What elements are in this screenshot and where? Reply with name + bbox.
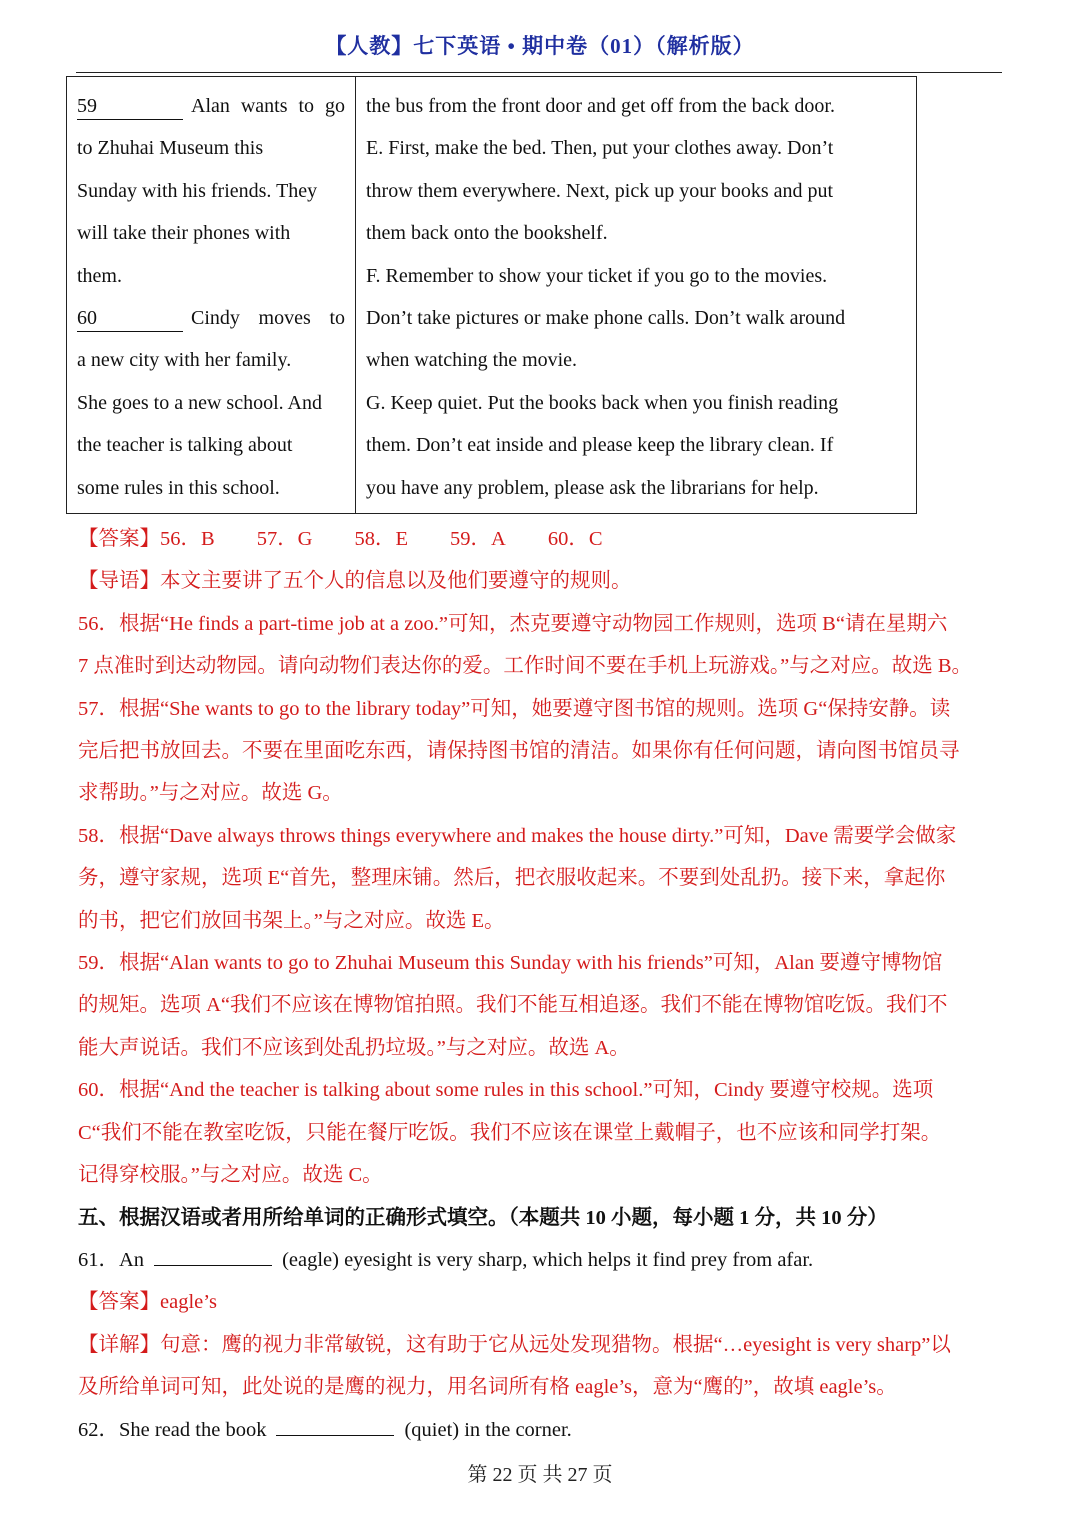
- explanation-line: 能大声说话。我们不应该到处乱扔垃圾。”与之对应。故选 A。: [78, 1036, 630, 1059]
- answer-item: 57．G: [256, 528, 313, 550]
- table-left-line: the teacher is talking about: [77, 434, 293, 457]
- table-right-line: E. First, make the bed. Then, put your clothes away. Don’t: [366, 137, 834, 160]
- answer-section: [78, 518, 1002, 1451]
- matching-table: [66, 76, 917, 514]
- table-left-line: 60 Cindy moves to: [77, 297, 345, 339]
- table-left-line: 59 Alan wants to go: [77, 85, 345, 127]
- table-left-line: some rules in this school.: [77, 476, 280, 499]
- table-left-line: will take their phones with: [77, 222, 291, 245]
- table-right-line: G. Keep quiet. Put the books back when you finish reading: [366, 391, 839, 414]
- table-right-line: the bus from the front door and get off from the back door.: [366, 95, 835, 117]
- explanation-line: 57．根据“She wants to go to the library today”可知，她要遵守图书馆的规则。选项 G“保持安静。读: [78, 697, 951, 720]
- answer-item: 58．E: [354, 528, 409, 550]
- table-right-line: them. Don’t eat inside and please keep the library clean. If: [366, 434, 834, 457]
- table-left-line: Sunday with his friends. They: [77, 179, 318, 202]
- explanation-line: 59．根据“Alan wants to go to Zhuhai Museum this Sunday with his friends”可知，Alan 要遵守博物馆: [78, 952, 943, 975]
- table-right-line: them back onto the bookshelf.: [366, 222, 608, 245]
- answer-item: 59．A: [450, 528, 506, 550]
- explanation-line: 记得穿校服。”与之对应。故选 C。: [78, 1164, 383, 1187]
- answer-item: 56．B: [160, 528, 215, 550]
- answer-item: 60．C: [547, 528, 603, 550]
- table-left-line: to Zhuhai Museum this: [77, 137, 264, 160]
- answer-blank-62: [276, 1435, 394, 1436]
- explanation-line: 7 点准时到达动物园。请向动物们表达你的爱。工作时间不要在手机上玩游戏。”与之对应。故选 B。: [78, 655, 973, 678]
- detail-61-line: 及所给单词可知，此处说的是鹰的视力，用名词所有格 eagle’s，意为“鹰的”，故填 eagle’s。: [78, 1376, 897, 1399]
- table-right-column: [356, 77, 917, 514]
- table-left-line: them.: [77, 264, 122, 287]
- blank-60: 60: [77, 305, 183, 332]
- header-rule: [76, 72, 1002, 73]
- question-62: 62．She read the book (quiet) in the corner.: [78, 1418, 572, 1441]
- blank-59: 59: [77, 93, 183, 120]
- explanation-line: 60．根据“And the teacher is talking about some rules in this school.”可知，Cindy 要遵守校规。选项: [78, 1079, 934, 1102]
- explanation-line: 求帮助。”与之对应。故选 G。: [78, 782, 343, 805]
- explanation-line: 务，遵守家规，选项 E“首先，整理床铺。然后，把衣服收起来。不要到处乱扔。接下来，拿起你: [78, 867, 946, 890]
- answer-label: 【答案】: [78, 528, 160, 550]
- section-five-title: 五、根据汉语或者用所给单词的正确形式填空。（本题共 10 小题，每小题 1 分，共 10 分）: [78, 1206, 888, 1229]
- explanation-line: 完后把书放回去。不要在里面吃东西，请保持图书馆的清洁。如果你有任何问题，请向图书馆员寻: [78, 740, 960, 763]
- explanation-line: C“我们不能在教室吃饭，只能在餐厅吃饭。我们不应该在课堂上戴帽子，也不应该和同学打架。: [78, 1121, 942, 1144]
- table-right-line: throw them everywhere. Next, pick up your books and put: [366, 179, 834, 202]
- guide-line: 【导语】本文主要讲了五个人的信息以及他们要遵守的规则。: [78, 570, 632, 593]
- explanation-line: 58．根据“Dave always throws things everywhere and makes the house dirty.”可知，Dave 需要学会做家: [78, 824, 957, 847]
- page-header: 【人教】七下英语 • 期中卷（01）（解析版）: [325, 34, 755, 58]
- table-left-line: a new city with her family.: [77, 349, 292, 372]
- page-footer: 第 22 页 共 27 页: [467, 1464, 613, 1486]
- explanation-line: 的书，把它们放回书架上。”与之对应。故选 E。: [78, 909, 505, 932]
- question-61: 61．An (eagle) eyesight is very sharp, which helps it find prey from afar.: [78, 1248, 814, 1271]
- table-left-line: She goes to a new school. And: [77, 391, 322, 414]
- explanation-line: 的规矩。选项 A“我们不应该在博物馆拍照。我们不能互相追逐。我们不能在博物馆吃饭。我们不: [78, 994, 948, 1017]
- table-right-line: when watching the movie.: [366, 349, 578, 372]
- answer-line: [78, 518, 1002, 560]
- table-right-line: F. Remember to show your ticket if you go to the movies.: [366, 264, 828, 287]
- detail-61-line: 【详解】句意：鹰的视力非常敏锐，这有助于它从远处发现猎物。根据“…eyesight is very sharp”以: [78, 1333, 951, 1356]
- answer-61: 【答案】eagle’s: [78, 1291, 217, 1314]
- table-left-column: [67, 77, 356, 514]
- table-right-line: you have any problem, please ask the librarians for help.: [366, 476, 819, 499]
- answer-blank-61: [154, 1265, 272, 1266]
- table-right-line: Don’t take pictures or make phone calls. Don’t walk around: [366, 307, 846, 330]
- explanation-line: 56．根据“He finds a part-time job at a zoo.”可知，杰克要遵守动物园工作规则，选项 B“请在星期六: [78, 612, 948, 635]
